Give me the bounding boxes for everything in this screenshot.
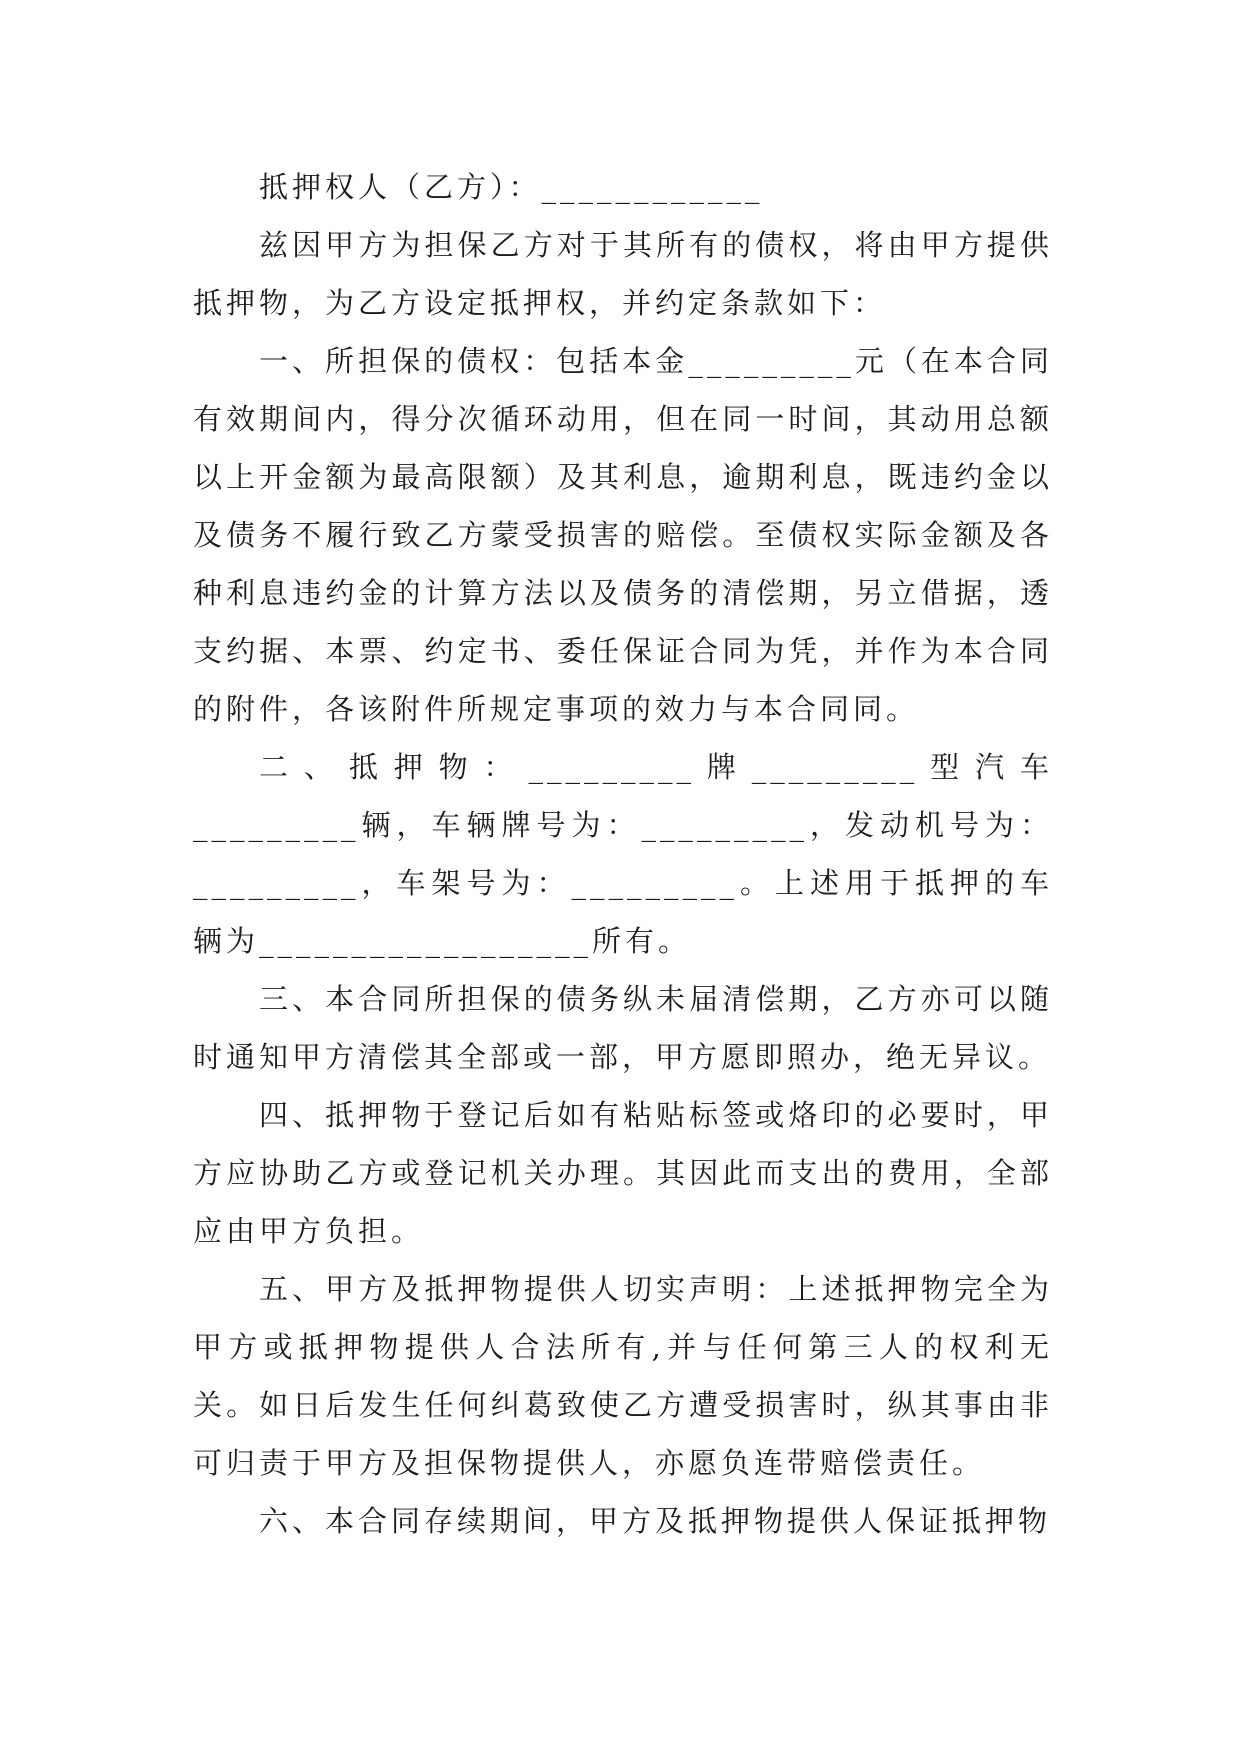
clause-2-mortgaged-property: 二、抵押物：_________牌_________型汽车_________辆，车辆牌号为：_________，发动机号为：_________，车架号为：_________。上述用于抵押的车辆为__________________所有。 bbox=[193, 750, 1053, 958]
mortgagee-line: 抵押权人（乙方）：____________ bbox=[259, 170, 764, 204]
clause-5-declaration: 五、甲方及抵押物提供人切实声明：上述抵押物完全为甲方或抵押物提供人合法所有,并与任何第三人的权利无关。如日后发生任何纠葛致使乙方遭受损害时，纵其事由非可归责于甲方及担保物提供人，亦愿负连带赔偿责任。 bbox=[193, 1272, 1053, 1480]
clause-6-guarantee: 六、本合同存续期间，甲方及抵押物提供人保证抵押物 bbox=[259, 1504, 1052, 1538]
preamble-paragraph: 兹因甲方为担保乙方对于其所有的债权，将由甲方提供抵押物，为乙方设定抵押权，并约定条款如下： bbox=[193, 228, 1053, 320]
contract-body bbox=[193, 158, 1053, 1550]
clause-1-secured-debt: 一、所担保的债权：包括本金_________元（在本合同有效期间内，得分次循环动用，但在同一时间，其动用总额以上开金额为最高限额）及其利息，逾期利息，既违约金以及债务不履行致乙方蒙受损害的赔偿。至债权实际金额及各种利息违约金的计算方法以及债务的清偿期，另立借据，透支约据、本票、约定书、委任保证合同为凭，并作为本合同的附件，各该附件所规定事项的效力与本合同同。 bbox=[193, 344, 1053, 726]
clause-4-labeling: 四、抵押物于登记后如有粘贴标签或烙印的必要时，甲方应协助乙方或登记机关办理。其因此而支出的费用，全部应由甲方负担。 bbox=[193, 1098, 1053, 1248]
clause-3-early-repayment: 三、本合同所担保的债务纵未届清偿期，乙方亦可以随时通知甲方清偿其全部或一部，甲方愿即照办，绝无异议。 bbox=[193, 982, 1053, 1074]
